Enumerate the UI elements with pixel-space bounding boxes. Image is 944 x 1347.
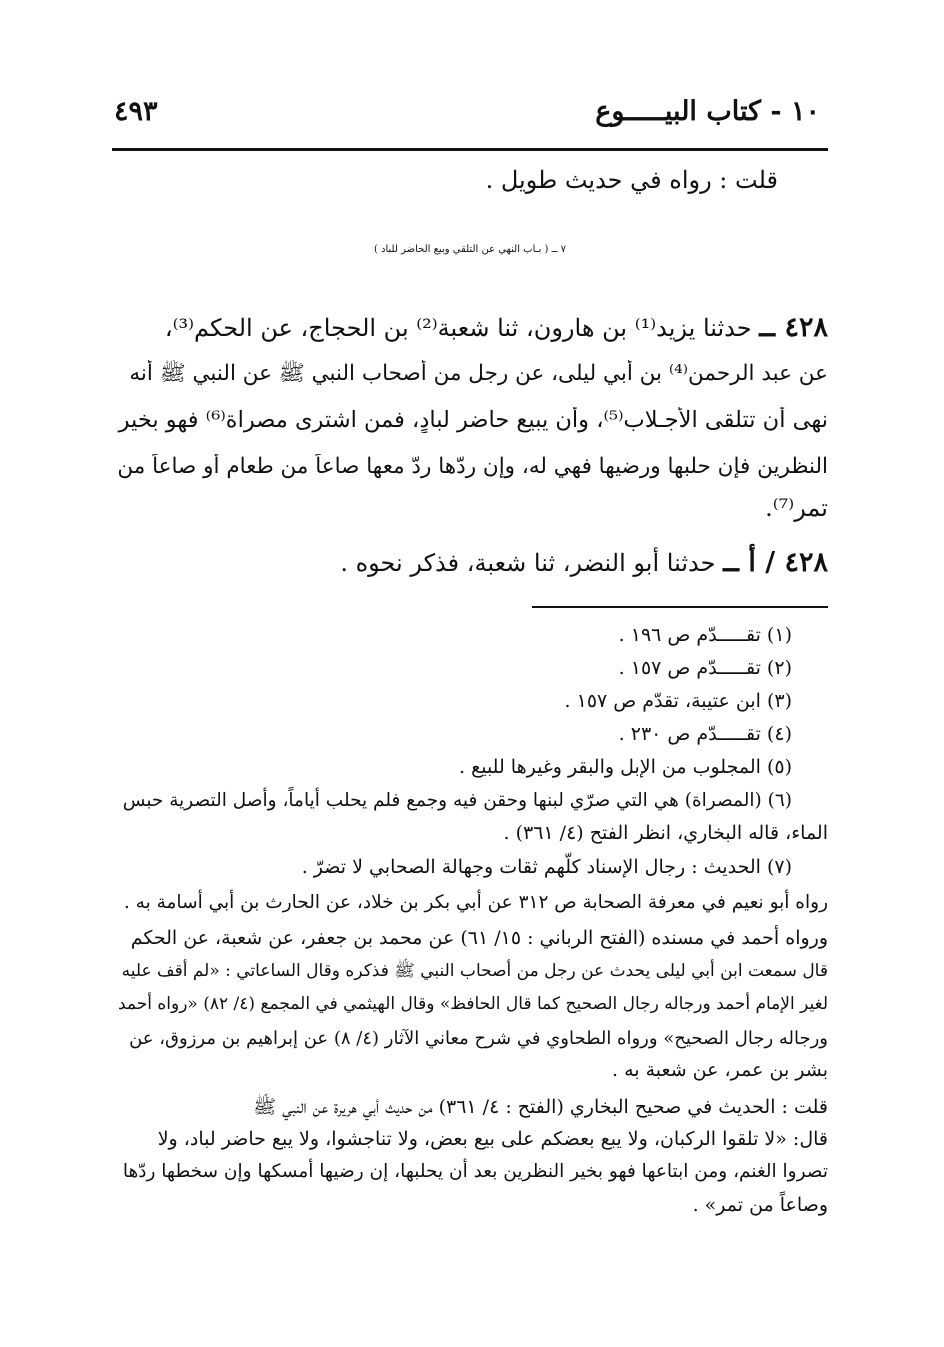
footnote-7-line-7: بشر بن عمر، عن شعبة به .	[612, 1059, 828, 1081]
hadith-a-number: ٤٢٨ / أ ــ	[723, 547, 828, 578]
footnote-7-line-5: لغير الإمام أحمد ورجاله رجال الصحيح كما قال الحافظ» وقال الهيثمي في المجمع (٤/ ٨٢) «رواه أحمد	[118, 994, 828, 1014]
hadith-line-2: عن عبد الرحمن⁽⁴⁾ بن أبي ليلى، عن رجل من أصحاب النبي ﷺ عن النبي ﷺ أنه	[129, 361, 828, 386]
hadith-a-text: حدثنا أبو النضر، ثنا شعبة، فذكر نحوه .	[340, 549, 716, 577]
footnote-7: (٧) الحديث : رجال الإسناد كلّهم ثقات وجهالة الصحابي لا تضرّ .	[301, 856, 792, 878]
hadith-number: ٤٢٨ ــ	[759, 312, 828, 343]
footnote-3: (٣) ابن عتيبة، تقدّم ص ١٥٧ .	[564, 690, 792, 712]
footnote-7-line-3: ورواه أحمد في مسنده (الفتح الرباني : ١٥/ ٦١) عن محمد بن جعفر، عن شعبة، عن الحكم	[130, 927, 828, 949]
intro-line: قلت : رواه في حديث طويل .	[485, 166, 778, 194]
footnote-7-line-11: وصاعاً من تمر» .	[692, 1194, 828, 1216]
hadith-text: حدثنا يزيد⁽¹⁾ بن هارون، ثنا شعبة⁽²⁾ بن الحجاج، عن الحكم⁽³⁾،	[164, 314, 752, 342]
footnote-7-line-10: تصروا الغنم، ومن ابتاعها فهو بخير النظرين بعد أن يحلبها، إن رضيها أمسكها وإن سخطها ردّها	[122, 1161, 828, 1182]
footnote-7-line-6: ورجاله رجال الصحيح» ورواه الطحاوي في شرح معاني الآثار (٤/ ٨) عن إبراهيم بن مرزوق، عن	[129, 1028, 828, 1049]
hadith-line-5: تمر⁽⁷⁾.	[765, 494, 828, 522]
footnote-7-line-4: قال سمعت ابن أبي ليلى يحدث عن رجل من أصحاب النبي ﷺ فذكره وقال الساعاتي : «لم أقف عليه	[121, 961, 828, 981]
footnote-4: (٤) تقـــــدّم ص ٢٣٠ .	[618, 723, 792, 745]
footnote-2: (٢) تقـــــدّم ص ١٥٧ .	[618, 657, 792, 679]
header-divider	[112, 148, 828, 151]
page-number: ٤٩٣	[114, 96, 158, 127]
hadith-a-line	[340, 547, 828, 578]
running-header-title: ١٠ - كتاب البيـــــوع	[595, 96, 820, 127]
footnote-divider	[532, 606, 828, 608]
footnote-5: (٥) المجلوب من الإبل والبقر وغيرها للبيع .	[459, 756, 792, 778]
hadith-line-4: النظرين فإن حلبها ورضيها فهي له، وإن ردّها ردّ معها صاعاً من طعام أو صاعاً من	[117, 454, 828, 479]
chapter-heading: ٧ ــ ( بـاب النهي عن التلقي وبيع الحاضر للباد )	[373, 244, 567, 255]
hadith-line-3: نهى أن تتلقى الأجـلاب⁽⁵⁾، وأن يبيع حاضر لبادٍ، فمن اشترى مصراة⁽⁶⁾ فهو بخير	[118, 407, 828, 433]
footnote-1: (١) تقـــــدّم ص ١٩٦ .	[618, 624, 792, 646]
hadith-line-1	[116, 312, 828, 343]
footnote-7-line-9: قال: «لا تلقوا الركبان، ولا يبع بعضكم على بيع بعض، ولا تناجشوا، ولا يبع حاضر لباد، ولا	[157, 1128, 828, 1150]
footnote-7-line-8: قلت : الحديث في صحيح البخاري (الفتح : ٤/ ٣٦١) من حديث أبي هريرة عن النبي ﷺ	[253, 1096, 828, 1118]
footnote-7-line-2: رواه أبو نعيم في معرفة الصحابة ص ٣١٢ عن أبي بكر بن خلاد، عن الحارث بن أبي أسامة به .	[123, 892, 828, 913]
footnote-6-cont: الماء، قاله البخاري، انظر الفتح (٤/ ٣٦١) .	[503, 822, 828, 844]
footnote-6: (٦) (المصراة) هي التي صرّي لبنها وحقن فيه وجمع فلم يحلب أياماً، وأصل التصرية حبس	[122, 790, 792, 811]
